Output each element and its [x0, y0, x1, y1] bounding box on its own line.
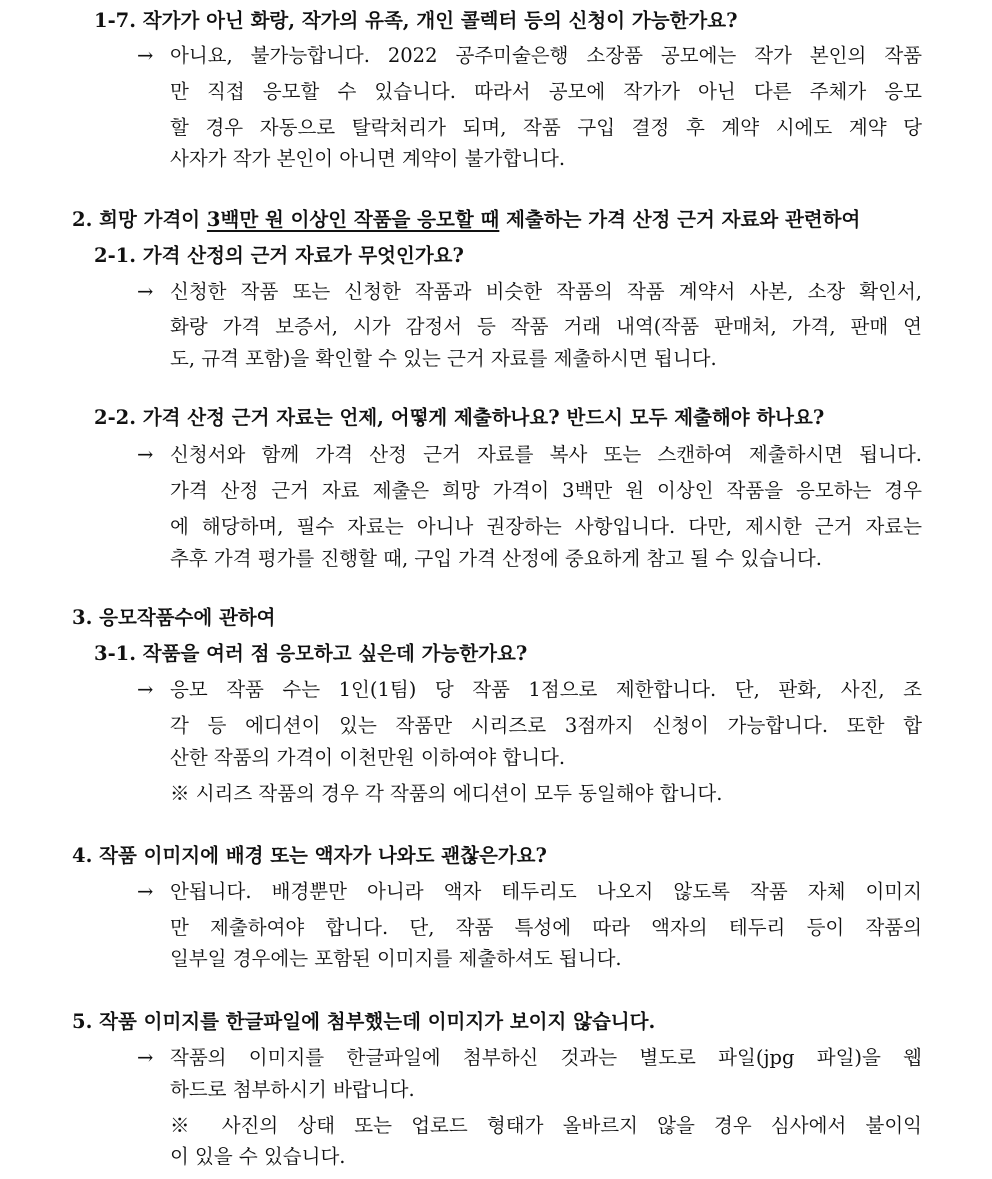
answer-5-line: 작품의 이미지를 한글파일에 첨부하신 것과는 별도로 파일(jpg 파일)을 웹: [170, 1046, 922, 1069]
answer-2-2-line: 신청서와 함께 가격 산정 근거 자료를 복사 또는 스캔하여 제출하시면 됩니다.: [170, 443, 922, 466]
question-4-heading: 4. 작품 이미지에 배경 또는 액자가 나와도 괜찮은가요?: [72, 844, 547, 867]
arrow-icon: →: [137, 1046, 154, 1069]
question-2-2-heading: 2-2. 가격 산정 근거 자료는 언제, 어떻게 제출하나요? 반드시 모두 제출해야 하나요?: [94, 406, 825, 429]
arrow-icon: →: [137, 678, 154, 701]
section-2-prefix: 2. 희망 가격이: [72, 208, 207, 231]
answer-2-1-line: 화랑 가격 보증서, 시가 감정서 등 작품 거래 내역(작품 판매처, 가격, 판매 연: [170, 315, 922, 338]
answer-1-7-line: 할 경우 자동으로 탈락처리가 되며, 작품 구입 결정 후 계약 시에도 계약 당: [170, 116, 922, 139]
answer-5-line: 하드로 첨부하시기 바랍니다.: [170, 1078, 415, 1101]
answer-1-7-line: 사자가 작가 본인이 아니면 계약이 불가합니다.: [170, 147, 566, 170]
question-2-1-heading: 2-1. 가격 산정의 근거 자료가 무엇인가요?: [94, 244, 464, 267]
answer-4-line: 만 제출하여야 합니다. 단, 작품 특성에 따라 액자의 테두리 등이 작품의: [170, 916, 922, 939]
arrow-icon: →: [137, 880, 154, 903]
answer-3-1-note: ※ 시리즈 작품의 경우 각 작품의 에디션이 모두 동일해야 합니다.: [170, 782, 723, 805]
answer-3-1-line: 각 등 에디션이 있는 작품만 시리즈로 3점까지 신청이 가능합니다. 또한 합: [170, 714, 922, 737]
answer-2-2-line: 에 해당하며, 필수 자료는 아니나 권장하는 사항입니다. 다만, 제시한 근거 자료는: [170, 515, 922, 538]
answer-1-7-line: 아니요, 불가능합니다. 2022 공주미술은행 소장품 공모에는 작가 본인의 작품: [170, 44, 922, 67]
arrow-icon: →: [137, 44, 154, 67]
answer-2-2-line: 추후 가격 평가를 진행할 때, 구입 가격 산정에 중요하게 참고 될 수 있습니다.: [170, 547, 822, 570]
answer-3-1-line: 산한 작품의 가격이 이천만원 이하여야 합니다.: [170, 746, 566, 769]
answer-5-note: 이 있을 수 있습니다.: [170, 1145, 346, 1168]
section-3-heading: 3. 응모작품수에 관하여: [72, 606, 276, 629]
answer-4-line: 일부일 경우에는 포함된 이미지를 제출하셔도 됩니다.: [170, 947, 622, 970]
answer-5-note: ※ 사진의 상태 또는 업로드 형태가 올바르지 않을 경우 심사에서 불이익: [170, 1114, 922, 1137]
section-2-underlined: 3백만 원 이상인 작품을 응모할 때: [206, 208, 500, 231]
answer-3-1-line: 응모 작품 수는 1인(1팀) 당 작품 1점으로 제한합니다. 단, 판화, 사진, 조: [170, 678, 922, 701]
question-5-heading: 5. 작품 이미지를 한글파일에 첨부했는데 이미지가 보이지 않습니다.: [72, 1010, 656, 1033]
answer-2-1-line: 도, 규격 포함)을 확인할 수 있는 근거 자료를 제출하시면 됩니다.: [170, 347, 717, 370]
answer-2-1-line: 신청한 작품 또는 신청한 작품과 비슷한 작품의 작품 계약서 사본, 소장 확인서,: [170, 280, 922, 303]
question-3-1-heading: 3-1. 작품을 여러 점 응모하고 싶은데 가능한가요?: [94, 642, 528, 665]
answer-2-2-line: 가격 산정 근거 자료 제출은 희망 가격이 3백만 원 이상인 작품을 응모하는 경우: [170, 479, 922, 502]
question-1-7-heading: 1-7. 작가가 아닌 화랑, 작가의 유족, 개인 콜렉터 등의 신청이 가능한가요?: [94, 9, 738, 32]
section-2-suffix: 제출하는 가격 산정 근거 자료와 관련하여: [499, 208, 861, 231]
arrow-icon: →: [137, 280, 154, 303]
arrow-icon: →: [137, 443, 154, 466]
answer-4-line: 안됩니다. 배경뿐만 아니라 액자 테두리도 나오지 않도록 작품 자체 이미지: [170, 880, 922, 903]
section-2-heading: [72, 207, 860, 233]
answer-1-7-line: 만 직접 응모할 수 있습니다. 따라서 공모에 작가가 아닌 다른 주체가 응모: [170, 80, 922, 103]
